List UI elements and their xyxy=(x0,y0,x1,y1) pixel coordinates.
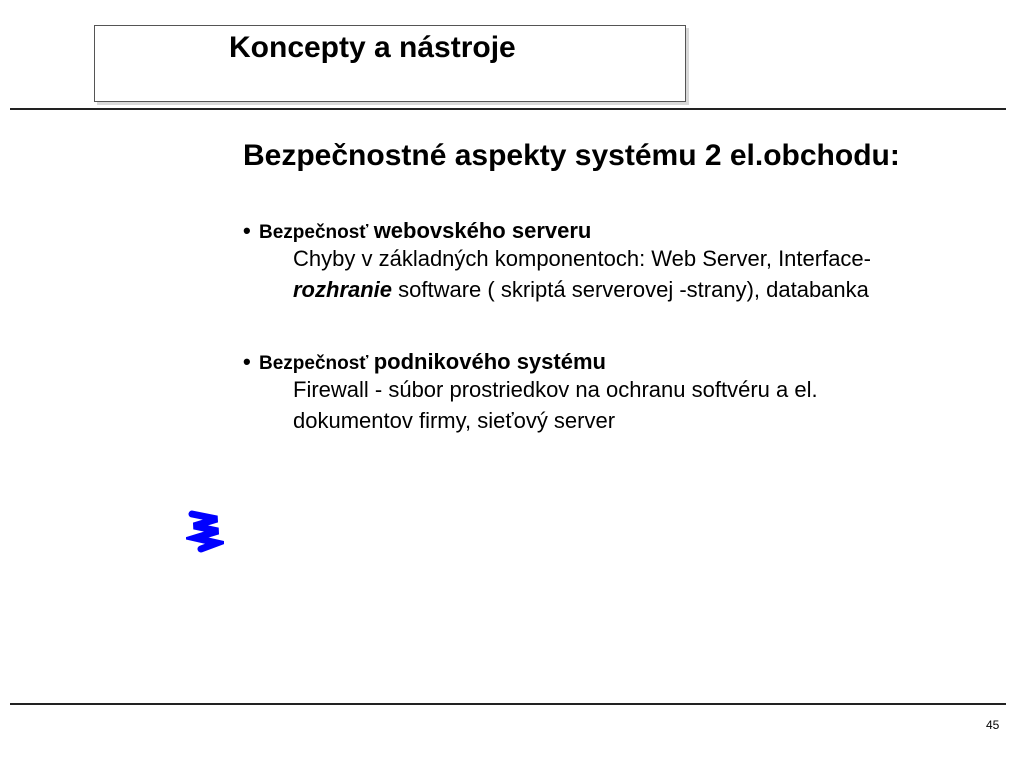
description-line-1: Chyby v základných komponentoch: Web Server, Interface- xyxy=(293,246,871,271)
bullet-lead: Bezpečnosť xyxy=(259,353,374,374)
title-box xyxy=(94,25,686,102)
bullet-item-web-server xyxy=(243,218,871,303)
page-number: 45 xyxy=(986,718,1000,732)
bottom-divider xyxy=(10,703,1006,705)
emphasized-term: rozhranie xyxy=(293,277,393,302)
description-line-1: Firewall - súbor prostriedkov na ochranu softvéru a el. xyxy=(293,377,818,402)
bullet-glyph: • xyxy=(243,218,251,243)
description-line-2-rest: software ( skriptá serverovej -strany), databanka xyxy=(392,277,869,302)
zigzag-spring-icon xyxy=(186,508,224,554)
bullet-description xyxy=(243,377,818,434)
description-line-2: dokumentov firmy, sieťový server xyxy=(293,408,616,433)
bullet-topic: podnikového systému xyxy=(373,349,606,374)
top-divider xyxy=(10,108,1006,110)
bullet-item-head xyxy=(243,218,871,246)
slide-title: Koncepty a nástroje xyxy=(229,31,516,64)
bullet-item-head xyxy=(243,349,818,377)
bullet-description xyxy=(243,246,871,303)
section-heading: Bezpečnostné aspekty systému 2 el.obchodu: xyxy=(243,139,900,172)
bullet-item-enterprise-system xyxy=(243,349,818,434)
bullet-topic: webovského serveru xyxy=(373,218,592,243)
description-line-2 xyxy=(293,277,871,303)
bullet-lead: Bezpečnosť xyxy=(259,222,374,243)
bullet-glyph: • xyxy=(243,349,251,374)
